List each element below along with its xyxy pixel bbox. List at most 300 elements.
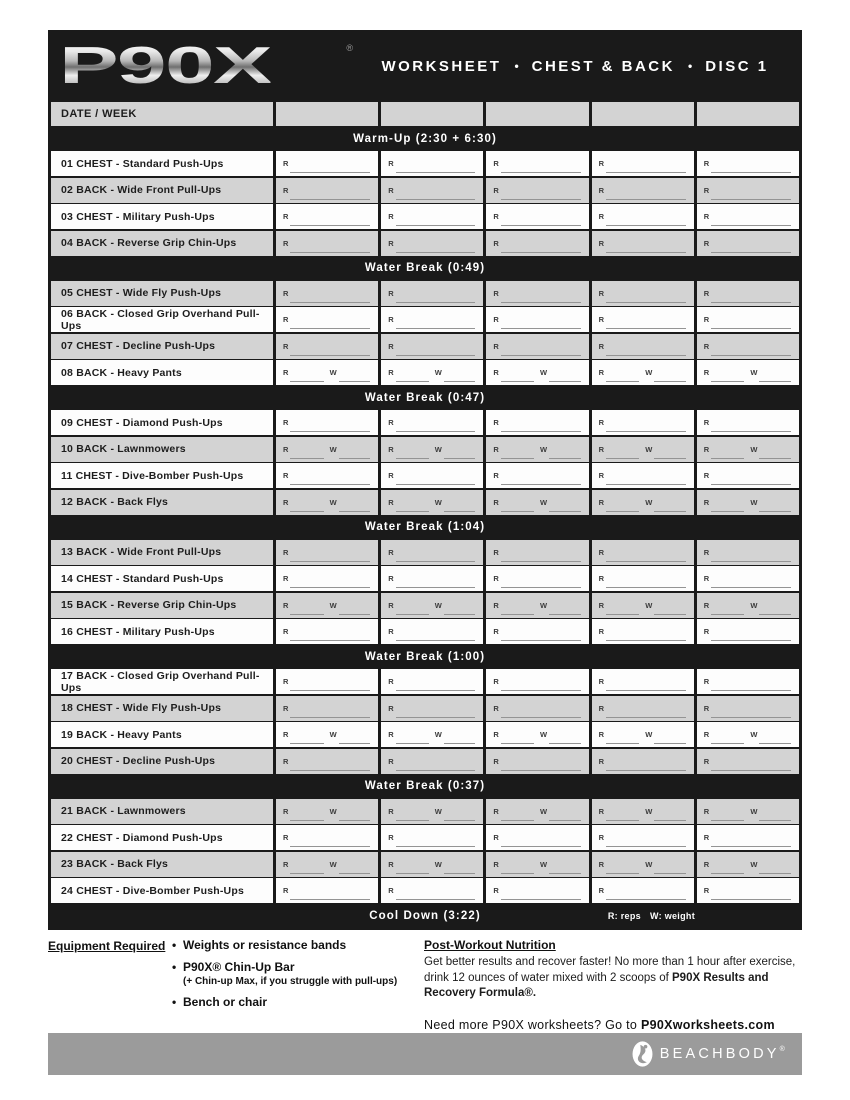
entry-cell[interactable] [381, 722, 483, 747]
reps-field[interactable] [599, 471, 686, 480]
entry-cell[interactable] [381, 593, 483, 618]
entry-cell[interactable] [486, 825, 588, 850]
reps-field[interactable] [283, 186, 370, 195]
reps-field[interactable] [599, 886, 686, 895]
reps-field[interactable] [388, 704, 475, 713]
equipment-list [172, 938, 420, 1032]
reps-field[interactable] [283, 315, 370, 324]
entry-cell[interactable] [697, 410, 799, 435]
weight-field[interactable] [435, 601, 476, 610]
entry-cell[interactable] [697, 204, 799, 229]
reps-field[interactable] [388, 730, 429, 739]
reps-field[interactable] [283, 239, 370, 248]
weight-field-label: W [645, 497, 653, 507]
weight-field[interactable] [435, 445, 476, 454]
date-week-cell[interactable] [697, 102, 799, 126]
weight-field[interactable] [750, 498, 791, 507]
entry-cell[interactable] [592, 178, 694, 203]
reps-field[interactable] [599, 289, 686, 298]
entry-cell[interactable] [697, 852, 799, 877]
reps-field[interactable] [388, 886, 475, 895]
entry-cell[interactable] [276, 204, 378, 229]
reps-field[interactable] [599, 186, 686, 195]
reps-field[interactable] [599, 445, 640, 454]
entry-cell[interactable] [486, 281, 588, 306]
reps-field[interactable] [704, 418, 791, 427]
entry-cell[interactable] [592, 852, 694, 877]
reps-field[interactable] [704, 342, 791, 351]
reps-field[interactable] [283, 704, 370, 713]
weight-field[interactable] [330, 368, 371, 377]
reps-field[interactable] [388, 833, 475, 842]
reps-field[interactable] [599, 368, 640, 377]
date-week-cell[interactable] [486, 102, 588, 126]
entry-cell[interactable] [592, 825, 694, 850]
entry-cell[interactable] [486, 490, 588, 515]
reps-field[interactable] [704, 730, 745, 739]
reps-field[interactable] [704, 368, 745, 377]
reps-field[interactable] [704, 860, 745, 869]
reps-field[interactable] [493, 757, 580, 766]
reps-field[interactable] [493, 860, 534, 869]
entry-cell[interactable] [592, 749, 694, 774]
entry-cell[interactable] [592, 696, 694, 721]
weight-field[interactable] [645, 368, 686, 377]
reps-field[interactable] [493, 730, 534, 739]
weight-field[interactable] [540, 807, 581, 816]
entry-cell[interactable] [592, 281, 694, 306]
entry-cell[interactable] [697, 593, 799, 618]
weight-field[interactable] [540, 368, 581, 377]
reps-field[interactable] [704, 601, 745, 610]
entry-cell[interactable] [276, 566, 378, 591]
entry-cell[interactable] [697, 307, 799, 332]
entry-cell[interactable] [592, 490, 694, 515]
entry-cell[interactable] [592, 360, 694, 385]
reps-field[interactable] [493, 342, 580, 351]
reps-field[interactable] [283, 418, 370, 427]
entry-cell[interactable] [697, 669, 799, 694]
entry-cell[interactable] [381, 490, 483, 515]
weight-field[interactable] [750, 730, 791, 739]
exercise-row [51, 852, 799, 877]
reps-field-label: R [283, 368, 289, 377]
exercise-row [51, 151, 799, 176]
reps-field[interactable] [493, 289, 580, 298]
weight-field[interactable] [645, 498, 686, 507]
reps-field[interactable] [704, 574, 791, 583]
entry-cell[interactable] [486, 334, 588, 359]
weight-field[interactable] [330, 860, 371, 869]
reps-field[interactable] [493, 601, 534, 610]
entry-cell[interactable] [486, 204, 588, 229]
entry-cell[interactable] [381, 437, 483, 462]
entry-cell[interactable] [486, 231, 588, 256]
reps-field[interactable] [493, 807, 534, 816]
reps-field[interactable] [388, 548, 475, 557]
reps-field[interactable] [388, 239, 475, 248]
reps-field[interactable] [599, 677, 686, 686]
entry-cell[interactable] [697, 490, 799, 515]
reps-field[interactable] [493, 627, 580, 636]
reps-field[interactable] [704, 677, 791, 686]
weight-field[interactable] [645, 445, 686, 454]
entry-cell[interactable] [381, 749, 483, 774]
reps-field[interactable] [493, 212, 580, 221]
reps-field[interactable] [283, 860, 324, 869]
reps-field[interactable] [388, 418, 475, 427]
entry-cell[interactable] [381, 463, 483, 488]
entry-cell[interactable] [697, 722, 799, 747]
weight-field[interactable] [750, 445, 791, 454]
reps-field[interactable] [283, 807, 324, 816]
fill-line [759, 447, 791, 459]
reps-field[interactable] [493, 574, 580, 583]
reps-field[interactable] [283, 627, 370, 636]
weight-field[interactable] [645, 601, 686, 610]
entry-cell[interactable] [592, 878, 694, 903]
entry-cell[interactable] [486, 852, 588, 877]
reps-field[interactable] [283, 757, 370, 766]
reps-field[interactable] [704, 498, 745, 507]
reps-field[interactable] [283, 833, 370, 842]
entry-cell[interactable] [276, 307, 378, 332]
entry-cell[interactable] [697, 437, 799, 462]
reps-field[interactable] [704, 548, 791, 557]
more-worksheets-link[interactable]: P90Xworksheets.com [640, 1017, 775, 1032]
weight-field[interactable] [645, 860, 686, 869]
entry-cell[interactable] [486, 799, 588, 824]
entry-cell[interactable] [592, 669, 694, 694]
entry-cell[interactable] [697, 178, 799, 203]
entry-cell[interactable] [592, 566, 694, 591]
entry-cell[interactable] [486, 307, 588, 332]
entry-cell[interactable] [276, 619, 378, 644]
entry-cell[interactable] [381, 540, 483, 565]
entry-cell[interactable] [381, 410, 483, 435]
reps-field[interactable] [493, 498, 534, 507]
entry-cell[interactable] [697, 231, 799, 256]
worksheet-title [359, 58, 791, 75]
reps-field[interactable] [599, 498, 640, 507]
weight-field[interactable] [645, 730, 686, 739]
reps-field[interactable] [388, 342, 475, 351]
reps-field[interactable] [493, 677, 580, 686]
weight-field[interactable] [435, 498, 476, 507]
reps-field[interactable] [388, 601, 429, 610]
entry-cell[interactable] [486, 360, 588, 385]
reps-field[interactable] [599, 239, 686, 248]
entry-cell[interactable] [592, 307, 694, 332]
entry-cell[interactable] [592, 231, 694, 256]
entry-cell[interactable] [276, 437, 378, 462]
entry-cell[interactable] [276, 878, 378, 903]
reps-field[interactable] [388, 315, 475, 324]
entry-cell[interactable] [381, 619, 483, 644]
reps-field[interactable] [599, 548, 686, 557]
entry-cell[interactable] [697, 281, 799, 306]
entry-cell[interactable] [276, 852, 378, 877]
entry-cell[interactable] [486, 749, 588, 774]
entry-cell[interactable] [592, 437, 694, 462]
reps-field[interactable] [704, 445, 745, 454]
reps-field[interactable] [493, 471, 580, 480]
reps-field[interactable] [493, 704, 580, 713]
fill-line [290, 759, 370, 771]
entry-cell[interactable] [276, 696, 378, 721]
reps-field[interactable] [388, 289, 475, 298]
entry-cell[interactable] [697, 540, 799, 565]
reps-field[interactable] [388, 445, 429, 454]
fill-line [290, 888, 370, 900]
entry-cell[interactable] [592, 799, 694, 824]
reps-field[interactable] [599, 342, 686, 351]
entry-cell[interactable] [276, 178, 378, 203]
entry-cell[interactable] [592, 151, 694, 176]
entry-cell[interactable] [592, 619, 694, 644]
reps-field[interactable] [388, 860, 429, 869]
reps-field[interactable] [493, 833, 580, 842]
reps-field[interactable] [704, 239, 791, 248]
reps-field[interactable] [388, 186, 475, 195]
reps-field[interactable] [388, 677, 475, 686]
entry-cell[interactable] [381, 334, 483, 359]
entry-cell[interactable] [486, 437, 588, 462]
entry-cell[interactable] [697, 463, 799, 488]
reps-field[interactable] [599, 730, 640, 739]
date-week-cell[interactable] [276, 102, 378, 126]
reps-field[interactable] [599, 627, 686, 636]
reps-field[interactable] [704, 471, 791, 480]
weight-field[interactable] [435, 730, 476, 739]
entry-cell[interactable] [697, 360, 799, 385]
entry-cell[interactable] [381, 852, 483, 877]
reps-field[interactable] [599, 418, 686, 427]
reps-field[interactable] [704, 833, 791, 842]
entry-cell[interactable] [276, 334, 378, 359]
entry-cell[interactable] [697, 749, 799, 774]
reps-field[interactable] [283, 342, 370, 351]
reps-field[interactable] [493, 886, 580, 895]
entry-cell[interactable] [381, 878, 483, 903]
exercise-label: 16 CHEST - Military Push-Ups [51, 619, 273, 644]
reps-field[interactable] [388, 757, 475, 766]
equipment-section [48, 938, 420, 1032]
entry-cell[interactable] [697, 799, 799, 824]
weight-field[interactable] [435, 860, 476, 869]
reps-field[interactable] [704, 289, 791, 298]
reps-field[interactable] [599, 159, 686, 168]
entry-cell[interactable] [381, 307, 483, 332]
reps-field[interactable] [704, 186, 791, 195]
entry-cell[interactable] [276, 593, 378, 618]
reps-field[interactable] [283, 498, 324, 507]
entry-cell[interactable] [381, 825, 483, 850]
entry-cell[interactable] [592, 540, 694, 565]
reps-field[interactable] [599, 833, 686, 842]
weight-field[interactable] [540, 445, 581, 454]
reps-field[interactable] [599, 315, 686, 324]
entry-cell[interactable] [276, 463, 378, 488]
reps-field[interactable] [599, 807, 640, 816]
entry-cell[interactable] [592, 204, 694, 229]
weight-field[interactable] [750, 368, 791, 377]
entry-cell[interactable] [697, 696, 799, 721]
reps-field[interactable] [283, 548, 370, 557]
entry-cell[interactable] [276, 360, 378, 385]
entry-cell[interactable] [276, 749, 378, 774]
entry-cell[interactable] [592, 463, 694, 488]
entry-cell[interactable] [592, 593, 694, 618]
reps-field[interactable] [283, 159, 370, 168]
date-week-cell[interactable] [592, 102, 694, 126]
entry-cell[interactable] [276, 669, 378, 694]
exercise-label: 19 BACK - Heavy Pants [51, 722, 273, 747]
reps-field[interactable] [704, 627, 791, 636]
entry-cell[interactable] [697, 878, 799, 903]
entry-cell[interactable] [381, 151, 483, 176]
reps-field[interactable] [283, 368, 324, 377]
weight-field[interactable] [540, 601, 581, 610]
reps-field[interactable] [283, 601, 324, 610]
reps-field-label: R [388, 730, 394, 739]
entry-cell[interactable] [276, 231, 378, 256]
reps-field[interactable] [704, 807, 745, 816]
entry-cell[interactable] [486, 722, 588, 747]
entry-cell[interactable] [592, 334, 694, 359]
reps-field[interactable] [599, 574, 686, 583]
entry-cell[interactable] [276, 722, 378, 747]
entry-cell[interactable] [381, 799, 483, 824]
reps-field[interactable] [493, 186, 580, 195]
reps-field[interactable] [599, 601, 640, 610]
date-week-cell[interactable] [381, 102, 483, 126]
weight-field[interactable] [750, 601, 791, 610]
entry-cell[interactable] [276, 490, 378, 515]
reps-field[interactable] [283, 212, 370, 221]
reps-field[interactable] [493, 548, 580, 557]
exercise-label: 15 BACK - Reverse Grip Chin-Ups [51, 593, 273, 618]
entry-cell[interactable] [381, 566, 483, 591]
reps-field[interactable] [493, 239, 580, 248]
entry-cell[interactable] [486, 619, 588, 644]
reps-field[interactable] [283, 445, 324, 454]
weight-field[interactable] [330, 601, 371, 610]
entry-cell[interactable] [592, 722, 694, 747]
entry-cell[interactable] [486, 669, 588, 694]
entry-cell[interactable] [381, 360, 483, 385]
reps-field[interactable] [388, 471, 475, 480]
entry-cell[interactable] [381, 281, 483, 306]
entry-cell[interactable] [381, 204, 483, 229]
reps-field[interactable] [599, 757, 686, 766]
entry-cell[interactable] [381, 231, 483, 256]
reps-field[interactable] [704, 757, 791, 766]
reps-field[interactable] [493, 418, 580, 427]
reps-field[interactable] [388, 807, 429, 816]
entry-cell[interactable] [486, 696, 588, 721]
reps-field[interactable] [283, 289, 370, 298]
entry-cell[interactable] [486, 463, 588, 488]
reps-field[interactable] [599, 704, 686, 713]
entry-cell[interactable] [276, 540, 378, 565]
reps-field[interactable] [599, 212, 686, 221]
reps-field[interactable] [283, 886, 370, 895]
entry-cell[interactable] [381, 178, 483, 203]
reps-field-label: R [493, 471, 499, 480]
reps-field[interactable] [388, 159, 475, 168]
weight-field[interactable] [330, 807, 371, 816]
reps-field[interactable] [283, 730, 324, 739]
entry-cell[interactable] [486, 593, 588, 618]
reps-field[interactable] [704, 315, 791, 324]
entry-cell[interactable] [697, 825, 799, 850]
entry-cell[interactable] [486, 566, 588, 591]
weight-field[interactable] [330, 498, 371, 507]
weight-field[interactable] [435, 807, 476, 816]
reps-field[interactable] [283, 677, 370, 686]
entry-cell[interactable] [697, 334, 799, 359]
weight-field[interactable] [330, 730, 371, 739]
entry-cell[interactable] [486, 178, 588, 203]
weight-field[interactable] [750, 860, 791, 869]
reps-field[interactable] [704, 159, 791, 168]
entry-cell[interactable] [276, 825, 378, 850]
weight-field[interactable] [540, 730, 581, 739]
entry-cell[interactable] [276, 410, 378, 435]
reps-field[interactable] [283, 574, 370, 583]
entry-cell[interactable] [592, 410, 694, 435]
reps-field[interactable] [388, 574, 475, 583]
reps-field[interactable] [388, 212, 475, 221]
reps-field[interactable] [704, 212, 791, 221]
reps-field-label: R [283, 574, 289, 583]
entry-cell[interactable] [486, 878, 588, 903]
reps-field[interactable] [599, 860, 640, 869]
reps-field[interactable] [493, 445, 534, 454]
entry-cell[interactable] [697, 151, 799, 176]
weight-field[interactable] [540, 860, 581, 869]
fill-line [549, 447, 581, 459]
reps-field[interactable] [283, 471, 370, 480]
entry-cell[interactable] [276, 151, 378, 176]
fill-line [501, 706, 581, 718]
entry-cell[interactable] [697, 566, 799, 591]
weight-field[interactable] [330, 445, 371, 454]
entry-cell[interactable] [486, 151, 588, 176]
reps-field[interactable] [388, 498, 429, 507]
entry-cell[interactable] [276, 799, 378, 824]
weight-field[interactable] [645, 807, 686, 816]
weight-field[interactable] [435, 368, 476, 377]
weight-field-label: W [434, 368, 442, 377]
weight-field[interactable] [540, 498, 581, 507]
weight-field[interactable] [750, 807, 791, 816]
reps-field[interactable] [493, 315, 580, 324]
reps-field[interactable] [493, 159, 580, 168]
entry-cell[interactable] [697, 619, 799, 644]
reps-field[interactable] [704, 886, 791, 895]
entry-cell[interactable] [381, 669, 483, 694]
reps-field[interactable] [704, 704, 791, 713]
reps-field[interactable] [388, 627, 475, 636]
entry-cell[interactable] [381, 696, 483, 721]
reps-field[interactable] [388, 368, 429, 377]
entry-cell[interactable] [486, 410, 588, 435]
reps-field[interactable] [493, 368, 534, 377]
entry-cell[interactable] [276, 281, 378, 306]
entry-cell[interactable] [486, 540, 588, 565]
